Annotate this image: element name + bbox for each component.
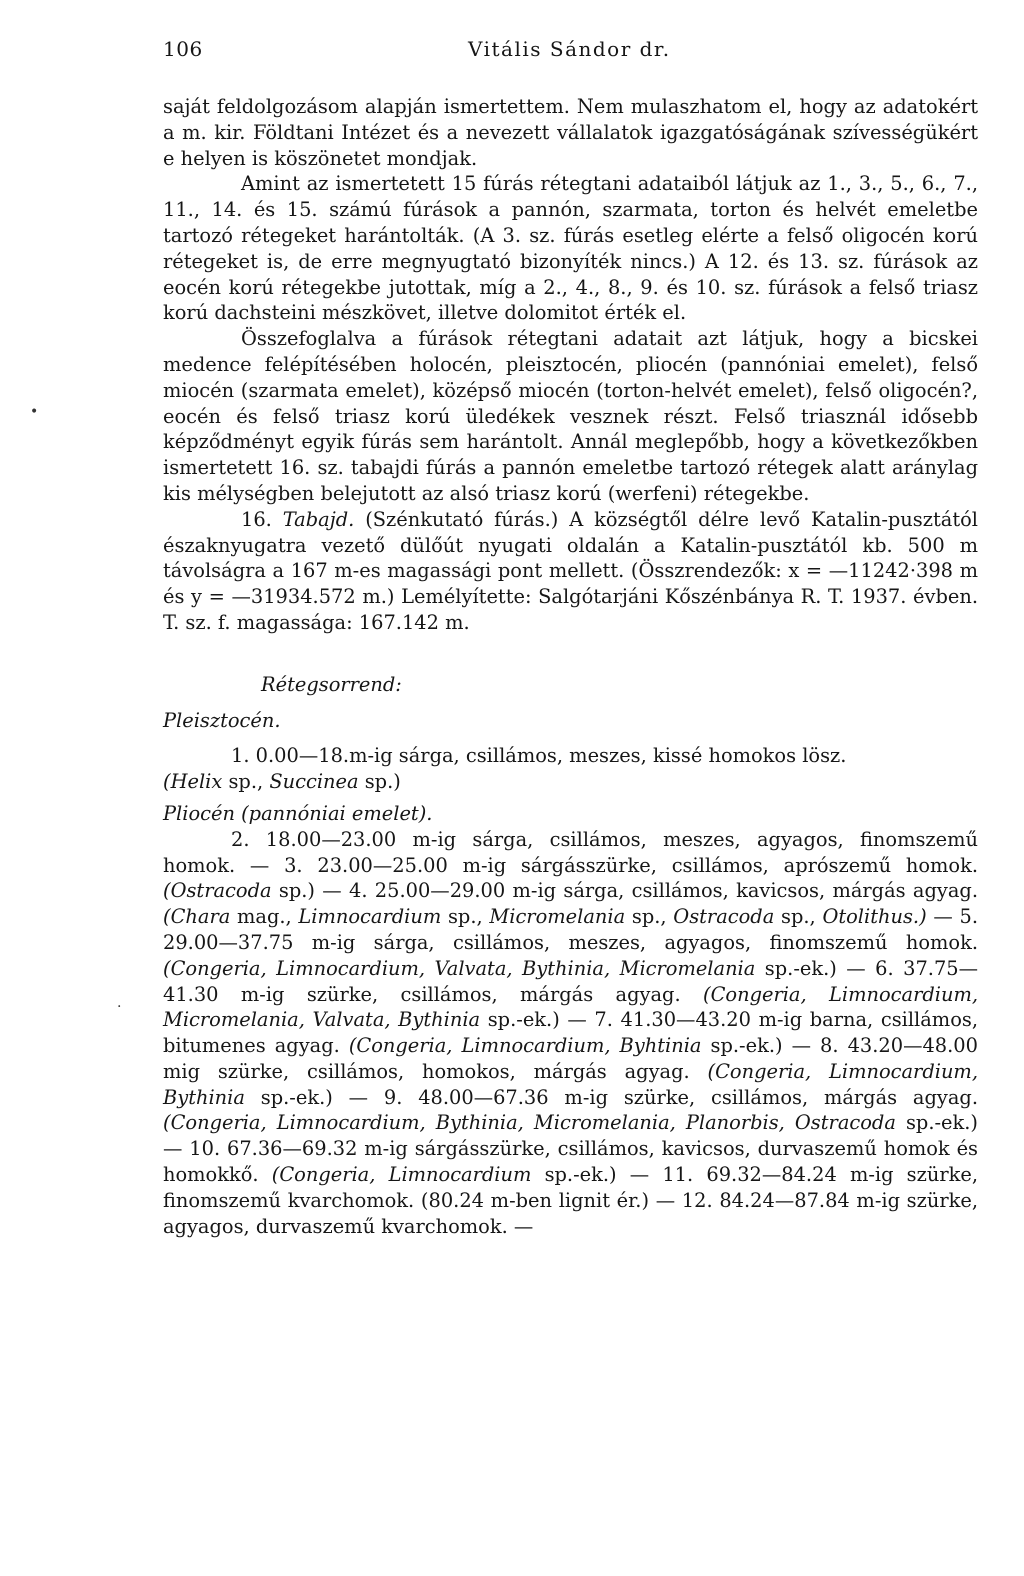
stratum-text: sp.-ek.) — 10. 67.36—69.32 m-ig sárgásszürke, csillámos, kavicsos, durvaszemű homok és homokkő.: [163, 1111, 978, 1187]
stratum-item-1: 1. 0.00—18.m-ig sárga, csillámos, meszes, kissé homokos lösz.: [231, 744, 847, 768]
fossil-names: Limnocardium: [298, 905, 442, 929]
drilling-number: 16.: [241, 507, 272, 531]
fossil-names: (Congeria, Limnocardium, Valvata, Bythinia, Micromelania: [163, 956, 756, 980]
stratum-text: sp.-ek.) — 7. 41.30—43.20 m-ig barna, csillámos, bitumenes agyag.: [163, 1008, 978, 1058]
fossil-names: (Chara: [163, 905, 231, 929]
paragraph-drillings-summary: Amint az ismertetett 15 fúrás rétegtani adataiból látjuk az 1., 3., 5., 6., 7., 11., 14. és 15. számú fúrások a pannón, szarmata, torton és helvét emeletbe tartozó rétegeket harántolták. (A 3. sz. fúrás esetleg elérte a felső oligocén korú rétegeket is, de erre megnyugtató bizonyíték nincs.) A 12. és 13. sz. fúrások az eocén korú rétegekbe jutottak, míg a 2., 4., 8., 9. és 10. sz. fúrások a felső triasz korú dachsteini mészkövet, illetve dolomitot érték el.: [163, 172, 978, 325]
fossil-names: (Ostracoda: [163, 879, 272, 903]
paragraph-acknowledgement: saját feldolgozásom alapján ismertettem. Nem mulaszhatom el, hogy az adatokért a m. kir. Földtani Intézet és a nevezett vállalatok igazgatóságának szívességükért e helyen is köszönetet mondjak.: [163, 95, 978, 170]
stratum-text: sp.-ek.) — 8. 43.20—48.00 mig szürke, csillámos, homokos, márgás agyag.: [163, 1034, 978, 1083]
fossil-names: Micromelania: [489, 905, 626, 929]
fossil-names: (Congeria, Limnocardium, Bythinia, Micromelania, Planorbis, Ostracoda: [163, 1111, 896, 1135]
fossil-names: (Congeria, Limnocardium, Bythinia: [163, 1059, 978, 1109]
fossil-names: (Congeria, Limnocardium, Byhtinia: [348, 1034, 702, 1058]
stratum-text: 2. 18.00—23.00 m-ig sárga, csillámos, meszes, agyagos, finomszemű homok. — 3. 23.00—25.00 m-ig sárgásszürke, csillámos, aprószemű homok.: [163, 827, 978, 877]
page-number: 106: [163, 37, 203, 61]
running-head-author: Vitális Sándor dr.: [468, 37, 671, 61]
fossil-names: Otolithus.): [822, 905, 927, 929]
sequence-title: Rétegsorrend:: [261, 672, 402, 696]
paragraph-tabajd-drilling: [163, 507, 978, 636]
drilling-place: Tabajd.: [282, 507, 355, 531]
margin-mark: .: [117, 995, 122, 1011]
strata-description: [163, 827, 978, 1240]
section-heading-pliocene: Pliocén (pannóniai emelet).: [163, 801, 433, 825]
section-heading-pleistocene: Pleisztocén.: [163, 708, 281, 732]
stratum-text: sp.-ek.) — 9. 48.00—67.36 m-ig szürke, csillámos, márgás agyag.: [244, 1085, 978, 1109]
stratum-text: sp.,: [625, 905, 674, 929]
paragraph-stratigraphy-summary: Összefoglalva a fúrások rétegtani adatait azt látjuk, hogy a bicskei medence felépítésében holocén, pleisztocén, pliocén (pannóniai emelet), felső miocén (szarmata emelet), középső miocén (torton-helvét emelet), felső oligocén?, eocén és felső triasz korú üledékek vesznek részt. Felső triasznál idősebb képződményt egyik fúrás sem harántolt. Annál meglepőbb, hogy a következőkben ismertetett 16. sz. tabajdi fúrás a pannón emeletbe tartozó rétegek alatt aránylag kis mélységben belejutott az alsó triasz korú (werfeni) rétegekbe.: [163, 327, 978, 505]
stratum-text: sp.,: [441, 905, 490, 929]
fossil-names: Ostracoda: [673, 905, 775, 929]
stratum-text: — 5. 29.00—37.75 m-ig sárga, csillámos, meszes, agyagos, finomszemű homok.: [163, 905, 978, 954]
stratum-text: sp.,: [774, 905, 823, 929]
drilling-description: (Szénkutató fúrás.) A községtől délre levő Katalin-pusztától északnyugatra vezető dülőút nyugati oldalán a Katalin-pusztától kb. 500 m távolságra a 167 m-es magassági pont mellett. (Összrendezők: x = —11242·398 m és y = —31934.572 m.) Lemélyítette: Salgótarjáni Kőszénbánya R. T. 1937. évben. T. sz. f. magassága: 167.142 m.: [163, 507, 978, 634]
fossil-names: (Congeria, Limnocardium: [271, 1163, 532, 1187]
stratum-item-1-fossils: (Helix sp., Succinea sp.): [163, 770, 401, 794]
book-page: [30, 0, 979, 1576]
stratum-text: sp.) — 4. 25.00—29.00 m-ig sárga, csillámos, kavicsos, márgás agyag.: [271, 879, 978, 903]
stratum-text: sp.-ek.) — 11. 69.32—84.24 m-ig szürke, finomszemű kvarchomok. (80.24 m-ben lignit ér.) — 12. 84.24—87.84 m-ig szürke, agyagos, durvaszemű kvarchomok. —: [163, 1163, 978, 1238]
page-body: [163, 94, 978, 1239]
stratum-text: mag.,: [230, 905, 299, 929]
stratum-text: sp.-ek.) — 6. 37.75—41.30 m-ig szürke, csillámos, márgás agyag.: [163, 956, 979, 1006]
running-header: [163, 37, 978, 67]
fossil-names: (Congeria, Limnocardium, Micromelania, Valvata, Bythinia: [163, 982, 978, 1032]
margin-mark: •: [30, 404, 39, 420]
